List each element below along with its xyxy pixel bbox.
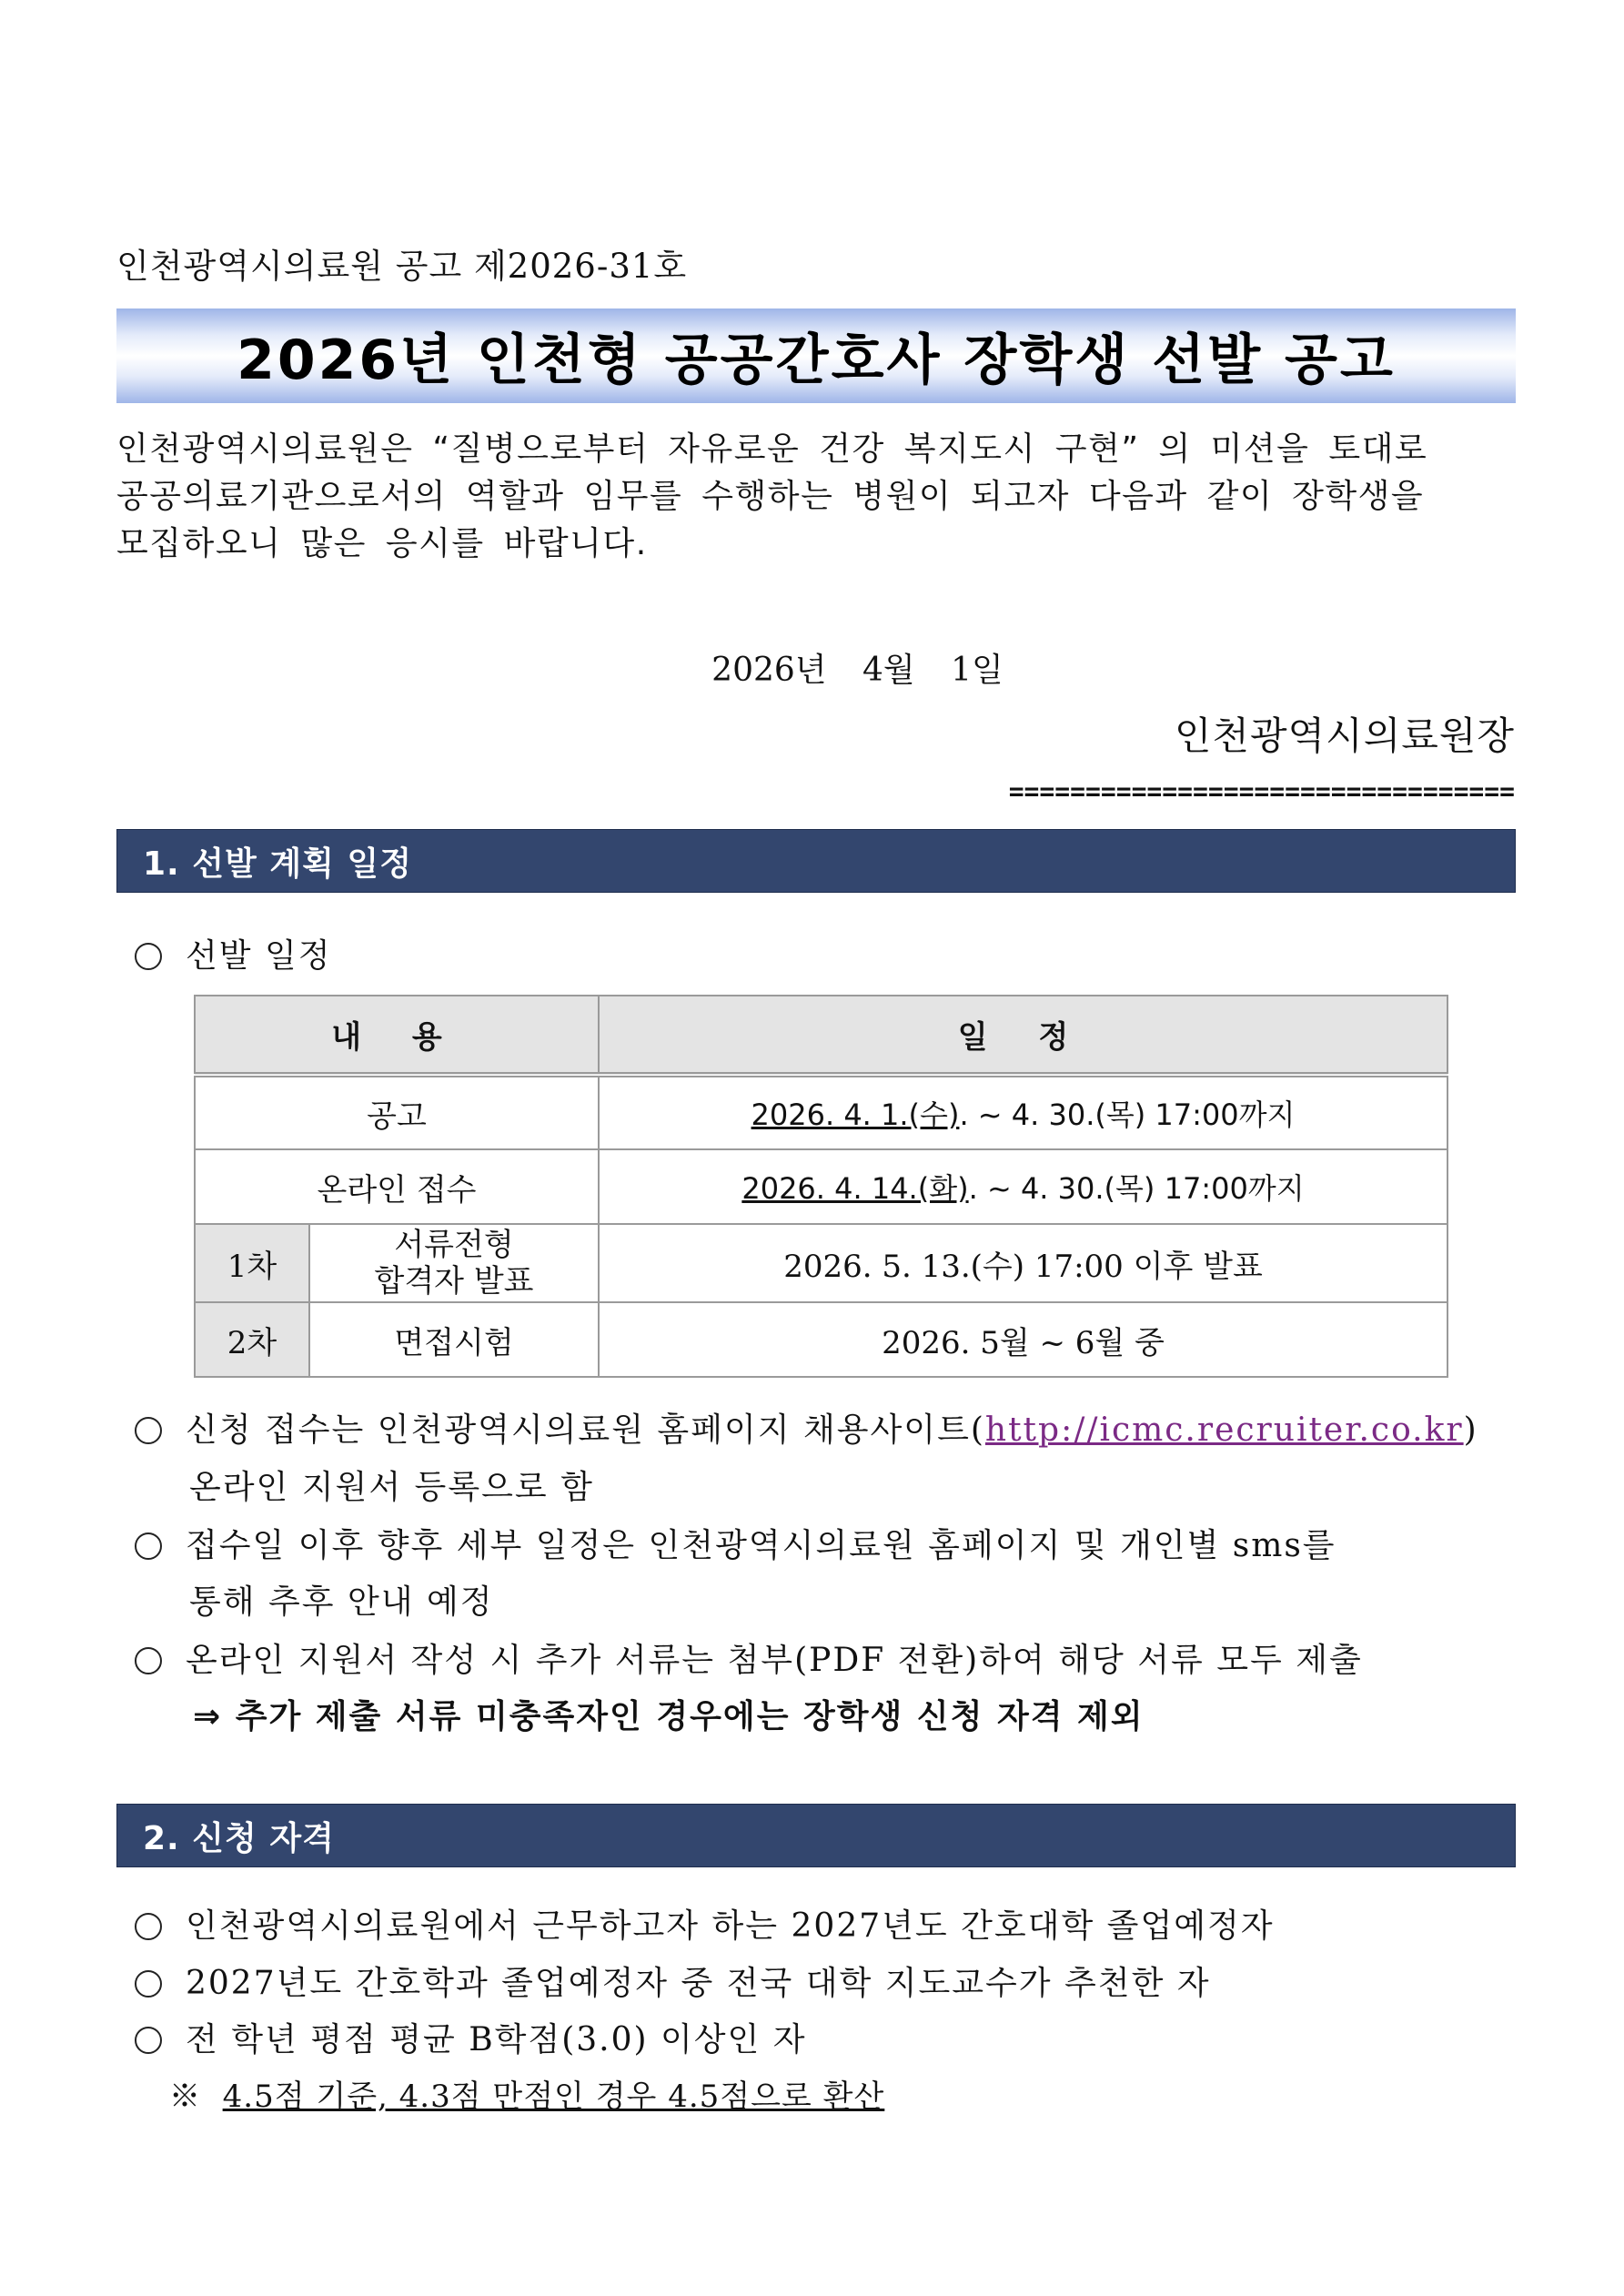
eligibility-item xyxy=(135,2014,807,2060)
bullet-text: 온라인 지원서 작성 시 추가 서류는 첨부(PDF 전환)하여 해당 서류 모두 제출 xyxy=(186,1642,1363,1679)
row-content: 온라인 접수 xyxy=(195,1149,599,1224)
exclusion-warning: ⇒ 추가 제출 서류 미충족자인 경우에는 장학생 신청 자격 제외 xyxy=(193,1698,1145,1735)
circle-bullet-icon xyxy=(135,1913,162,1940)
intro-line: 공공의료기관으로서의 역할과 임무를 수행하는 병원이 되고자 다음과 같이 장학생을 xyxy=(116,478,1425,515)
date-start: 2026. 4. 1.(수) xyxy=(751,1097,960,1132)
notice-date: 2026년 4월 1일 xyxy=(711,652,1004,689)
eligibility-item xyxy=(135,1900,1275,1947)
row-content xyxy=(309,1224,599,1302)
row-date xyxy=(599,1149,1447,1224)
table-row xyxy=(195,1224,1447,1302)
schedule-table xyxy=(194,995,1448,1378)
page-title: 2026년 인천형 공공간호사 장학생 선발 공고 xyxy=(237,329,1396,392)
row-date: 2026. 5. 13.(수) 17:00 이후 발표 xyxy=(599,1224,1447,1302)
row-stage: 1차 xyxy=(195,1224,309,1302)
circle-bullet-icon xyxy=(135,1647,162,1674)
bullet-continuation: 온라인 지원서 등록으로 함 xyxy=(189,1469,594,1506)
schedule-label-text: 선발 일정 xyxy=(186,937,332,975)
row-stage: 2차 xyxy=(195,1302,309,1377)
circle-bullet-icon xyxy=(135,2027,162,2054)
row-content: 공고 xyxy=(195,1075,599,1149)
date-start: 2026. 4. 14.(화) xyxy=(741,1171,969,1206)
grade-note xyxy=(169,2071,884,2116)
table-row xyxy=(195,1302,1447,1377)
bullet-text: 신청 접수는 인천광역시의료원 홈페이지 채용사이트( xyxy=(186,1411,985,1449)
reference-mark: ※ xyxy=(169,2079,201,2115)
bullet-documents xyxy=(135,1634,1363,1681)
recruit-site-link[interactable]: http://icmc.recruiter.co.kr xyxy=(984,1411,1464,1449)
bullet-application xyxy=(135,1404,1478,1451)
table-header-schedule: 일 정 xyxy=(599,996,1447,1075)
circle-bullet-icon xyxy=(135,1970,162,1998)
row-content-line: 합격자 발표 xyxy=(374,1263,534,1300)
notice-number: 인천광역시의료원 공고 제2026-31호 xyxy=(116,247,688,286)
schedule-label xyxy=(135,930,332,976)
table-header-content: 내 용 xyxy=(195,996,599,1075)
eligibility-item xyxy=(135,1957,1211,2004)
section-heading-schedule: 1. 선발 계획 일정 xyxy=(116,829,1516,893)
circle-bullet-icon xyxy=(135,1417,162,1444)
row-date: 2026. 5월 ~ 6월 중 xyxy=(599,1302,1447,1377)
bullet-text: 2027년도 간호학과 졸업예정자 중 전국 대학 지도교수가 추천한 자 xyxy=(186,1965,1211,2002)
row-content: 면접시험 xyxy=(309,1302,599,1377)
row-content-line: 서류전형 xyxy=(394,1227,514,1263)
bullet-text: 인천광역시의료원에서 근무하고자 하는 2027년도 간호대학 졸업예정자 xyxy=(186,1907,1275,1945)
circle-bullet-icon xyxy=(135,1532,162,1560)
intro-line: 인천광역시의료원은 “질병으로부터 자유로운 건강 복지도시 구현” 의 미션을 토대로 xyxy=(116,430,1428,468)
bullet-schedule-notice xyxy=(135,1520,1337,1566)
table-row xyxy=(195,1149,1447,1224)
section-heading-eligibility: 2. 신청 자격 xyxy=(116,1804,1516,1867)
title-banner xyxy=(116,308,1516,403)
intro-line: 모집하오니 많은 응시를 바랍니다. xyxy=(116,525,648,562)
table-row xyxy=(195,1075,1447,1149)
date-end: . ~ 4. 30.(목) 17:00까지 xyxy=(959,1097,1296,1132)
bullet-text: 접수일 이후 향후 세부 일정은 인천광역시의료원 홈페이지 및 개인별 sms를 xyxy=(186,1527,1337,1564)
bullet-text: ) xyxy=(1463,1411,1478,1449)
intro-paragraph xyxy=(116,426,1516,568)
signer: 인천광역시의료원장 xyxy=(1174,713,1515,758)
row-date xyxy=(599,1075,1447,1149)
bullet-continuation: 통해 추후 안내 예정 xyxy=(189,1583,494,1621)
date-end: . ~ 4. 30.(목) 17:00까지 xyxy=(968,1171,1305,1206)
circle-bullet-icon xyxy=(135,943,162,970)
grade-note-text: 4.5점 기준, 4.3점 만점인 경우 4.5점으로 환산 xyxy=(222,2079,885,2115)
bullet-text: 전 학년 평점 평균 B학점(3.0) 이상인 자 xyxy=(186,2021,807,2058)
divider: ================================= xyxy=(1008,776,1515,806)
